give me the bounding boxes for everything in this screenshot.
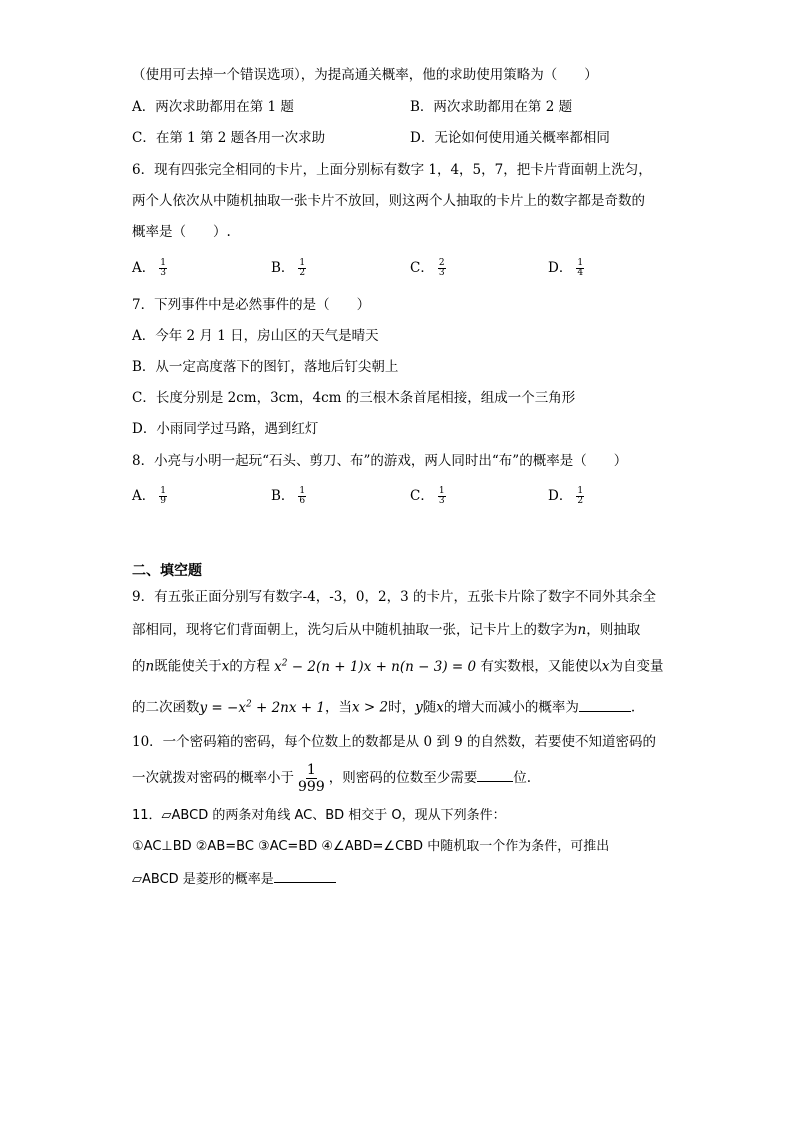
fraction: $\frac{1}{4}$ <box>577 258 584 278</box>
q5-option-b: B．两次求助都用在第 2 题 <box>410 99 573 115</box>
q8-option-c: C． $\frac{1}{3}$ <box>410 486 445 506</box>
q9-line4: 的二次函数$y = -x^2 + 2nx + 1$，当x > 2时，y随x的增大而减小的概率为 . <box>132 694 635 718</box>
fraction: $\frac{1}{3}$ <box>438 486 445 506</box>
q7-option-c: C．长度分别是 2cm，3cm，4cm 的三根木条首尾相接，组成一个三角形 <box>132 390 576 406</box>
q8-option-d: D． $\frac{1}{2}$ <box>548 486 584 506</box>
fraction: $\frac{1}{6}$ <box>299 486 306 506</box>
q10-line2: 一次就拨对密码的概率小于 $\frac{1}{999}$ ，则密码的位数至少需要 位. <box>132 762 532 795</box>
q9-line1: 9．有五张正面分别写有数字-4，-3，0，2，3 的卡片，五张卡片除了数字不同外其余全 <box>132 589 656 605</box>
q11-line3: ▱ABCD 是菱形的概率是 <box>132 868 336 890</box>
section-heading: 二、填空题 <box>132 563 202 579</box>
q7-option-b: B．从一定高度落下的图钉，落地后钉尖朝上 <box>132 359 399 375</box>
function-expression: $y = -x^2 + 2nx + 1$ <box>199 699 325 716</box>
q6-line2: 两个人依次从中随机抽取一张卡片不放回，则这两个人抽取的卡片上的数字都是奇数的 <box>132 193 645 209</box>
answer-blank <box>274 868 336 883</box>
q8-option-a: A． $\frac{1}{9}$ <box>132 486 166 506</box>
q5-option-c: C．在第 1 第 2 题各用一次求助 <box>132 130 326 146</box>
q6-option-a: A． $\frac{1}{3}$ <box>132 258 166 278</box>
equation: $x^2 - 2(n + 1)x + n(n - 3) = 0$ <box>274 658 477 675</box>
q9-line2: 部相同，现将它们背面朝上，洗匀后从中随机抽取一张，记卡片上的数字为n，则抽取 <box>132 622 641 638</box>
fraction: $\frac{1}{2}$ <box>299 258 306 278</box>
q9-line3: 的n既能使关于x的方程 $x^2 - 2(n + 1)x + n(n - 3) = 0$ 有实数根，又能使以x为自变量 <box>132 658 664 675</box>
q10-line1: 10．一个密码箱的密码，每个位数上的数都是从 0 到 9 的自然数，若要使不知道密码的 <box>132 734 657 750</box>
q6-option-c: C． $\frac{2}{3}$ <box>410 258 445 278</box>
q5-option-d: D．无论如何使用通关概率都相同 <box>410 130 610 146</box>
q6-option-b: B． $\frac{1}{2}$ <box>271 258 306 278</box>
fraction: $\frac{1}{3}$ <box>160 258 166 278</box>
q11-line1: 11．▱ABCD 的两条对角线 AC、BD 相交于 O，现从下列条件： <box>132 808 506 823</box>
q6-option-d: D． $\frac{1}{4}$ <box>548 258 584 278</box>
fraction: $\frac{1}{2}$ <box>577 486 584 506</box>
q5-line1: （使用可去掉一个错误选项），为提高通关概率，他的求助使用策略为（ ） <box>132 67 598 83</box>
q7-option-d: D．小雨同学过马路，遇到红灯 <box>132 421 319 437</box>
q6-line3: 概率是（ ）. <box>132 224 231 240</box>
q6-line1: 6．现有四张完全相同的卡片，上面分别标有数字 1，4，5，7，把卡片背面朝上洗匀， <box>132 162 652 178</box>
q8-option-b: B． $\frac{1}{6}$ <box>271 486 306 506</box>
q5-option-a: A．两次求助都用在第 1 题 <box>132 99 294 115</box>
fraction: $\frac{2}{3}$ <box>438 258 445 278</box>
fraction: $\frac{1}{9}$ <box>160 486 166 506</box>
answer-blank <box>579 697 631 712</box>
answer-blank <box>477 767 513 782</box>
q8-line1: 8．小亮与小明一起玩“石头、剪刀、布”的游戏，两人同时出“布”的概率是（ ） <box>132 453 628 469</box>
q11-line2: ①AC⊥BD ②AB=BC ③AC=BD ④∠ABD=∠CBD 中随机取一个作为条件，可推出 <box>132 839 610 854</box>
q7-option-a: A．今年 2 月 1 日，房山区的天气是晴天 <box>132 328 379 344</box>
fraction: $\frac{1}{999}$ <box>298 762 325 795</box>
q7-line1: 7．下列事件中是必然事件的是（ ） <box>132 297 371 313</box>
